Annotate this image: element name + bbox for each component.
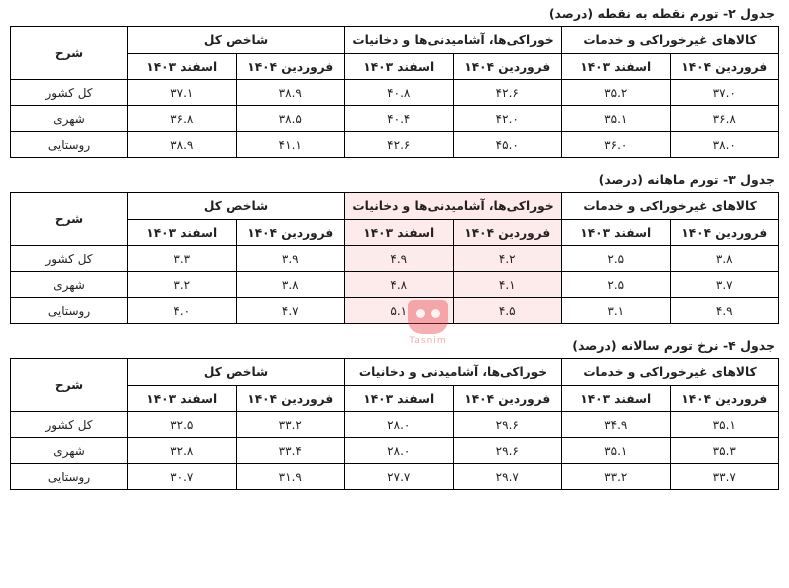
sub-header-nonfood-esfand: اسفند ۱۴۰۳	[562, 220, 671, 246]
cell-value: ۲۹.۶	[453, 438, 562, 464]
cell-value: ۵.۱	[345, 298, 454, 324]
sub-header-food-farvardin: فروردین ۱۴۰۴	[453, 54, 562, 80]
sub-header-nonfood-esfand: اسفند ۱۴۰۳	[562, 386, 671, 412]
cell-value: ۳۷.۱	[128, 80, 237, 106]
sub-header-total-farvardin: فروردین ۱۴۰۴	[236, 386, 345, 412]
sub-header-nonfood-farvardin: فروردین ۱۴۰۴	[670, 220, 779, 246]
table-row	[11, 106, 779, 132]
cell-value: ۳۶.۸	[670, 106, 779, 132]
cell-value: ۲۸.۰	[345, 438, 454, 464]
cell-value: ۳۴.۹	[562, 412, 671, 438]
table-block-3	[10, 172, 779, 324]
cell-value: ۲۹.۶	[453, 412, 562, 438]
cell-value: ۳.۸	[236, 272, 345, 298]
table-row	[11, 27, 779, 54]
sub-header-nonfood-farvardin: فروردین ۱۴۰۴	[670, 54, 779, 80]
row-label: شهری	[11, 438, 128, 464]
cell-value: ۲.۵	[562, 246, 671, 272]
sub-header-total-esfand: اسفند ۱۴۰۳	[128, 386, 237, 412]
table-row	[11, 246, 779, 272]
sub-header-food-esfand: اسفند ۱۴۰۳	[345, 386, 454, 412]
group-header-description: شرح	[11, 27, 128, 80]
cell-value: ۳۲.۸	[128, 438, 237, 464]
table-caption-2: جدول ۲- تورم نقطه به نقطه (درصد)	[548, 6, 775, 21]
table-block-2	[10, 6, 779, 158]
cell-value: ۳۶.۰	[562, 132, 671, 158]
cell-value: ۴۲.۶	[453, 80, 562, 106]
sub-header-food-farvardin: فروردین ۱۴۰۴	[453, 220, 562, 246]
cell-value: ۴.۹	[670, 298, 779, 324]
sub-header-nonfood-farvardin: فروردین ۱۴۰۴	[670, 386, 779, 412]
cell-value: ۳۳.۲	[236, 412, 345, 438]
cell-value: ۳.۱	[562, 298, 671, 324]
cell-value: ۴.۰	[128, 298, 237, 324]
cell-value: ۳۰.۷	[128, 464, 237, 490]
row-label: شهری	[11, 106, 128, 132]
cell-value: ۳.۲	[128, 272, 237, 298]
group-header-total-index: شاخص کل	[128, 193, 345, 220]
row-label: کل کشور	[11, 412, 128, 438]
sub-header-food-esfand: اسفند ۱۴۰۳	[345, 220, 454, 246]
inflation-table-2	[10, 26, 779, 158]
inflation-table-3	[10, 192, 779, 324]
table-block-4	[10, 338, 779, 490]
table-row	[11, 193, 779, 220]
cell-value: ۴.۵	[453, 298, 562, 324]
cell-value: ۳۲.۵	[128, 412, 237, 438]
sub-header-total-esfand: اسفند ۱۴۰۳	[128, 54, 237, 80]
table-row	[11, 298, 779, 324]
cell-value: ۳۵.۱	[670, 412, 779, 438]
group-header-food: خوراکی‌ها، آشامیدنی‌ها و دخانیات	[345, 27, 562, 54]
inflation-table-4	[10, 358, 779, 490]
cell-value: ۴.۹	[345, 246, 454, 272]
table-row	[11, 80, 779, 106]
row-label: کل کشور	[11, 246, 128, 272]
cell-value: ۳.۸	[670, 246, 779, 272]
group-header-food: خوراکی‌ها، آشامیدنی و دخانیات	[345, 359, 562, 386]
sub-header-food-esfand: اسفند ۱۴۰۳	[345, 54, 454, 80]
watermark-text: Tasnim	[409, 336, 447, 346]
cell-value: ۲.۵	[562, 272, 671, 298]
cell-value: ۳۸.۹	[236, 80, 345, 106]
cell-value: ۴۵.۰	[453, 132, 562, 158]
cell-value: ۲۷.۷	[345, 464, 454, 490]
cell-value: ۴.۷	[236, 298, 345, 324]
cell-value: ۴۰.۸	[345, 80, 454, 106]
table-row	[11, 132, 779, 158]
table-caption-3: جدول ۳- تورم ماهانه (درصد)	[598, 172, 775, 187]
cell-value: ۴.۱	[453, 272, 562, 298]
cell-value: ۴۲.۶	[345, 132, 454, 158]
row-label: روستایی	[11, 132, 128, 158]
table-row	[11, 412, 779, 438]
group-header-food: خوراکی‌ها، آشامیدنی‌ها و دخانیات	[345, 193, 562, 220]
group-header-nonfood: کالاهای غیرخوراکی و خدمات	[562, 359, 779, 386]
cell-value: ۴۰.۴	[345, 106, 454, 132]
cell-value: ۳۷.۰	[670, 80, 779, 106]
cell-value: ۳۸.۵	[236, 106, 345, 132]
cell-value: ۳۵.۱	[562, 438, 671, 464]
cell-value: ۳۸.۰	[670, 132, 779, 158]
cell-value: ۲۸.۰	[345, 412, 454, 438]
cell-value: ۳.۷	[670, 272, 779, 298]
group-header-description: شرح	[11, 359, 128, 412]
cell-value: ۳۸.۹	[128, 132, 237, 158]
group-header-nonfood: کالاهای غیرخوراکی و خدمات	[562, 27, 779, 54]
cell-value: ۳.۳	[128, 246, 237, 272]
cell-value: ۳۶.۸	[128, 106, 237, 132]
cell-value: ۳۳.۲	[562, 464, 671, 490]
cell-value: ۲۹.۷	[453, 464, 562, 490]
sub-header-nonfood-esfand: اسفند ۱۴۰۳	[562, 54, 671, 80]
group-header-total-index: شاخص کل	[128, 27, 345, 54]
row-label: روستایی	[11, 464, 128, 490]
cell-value: ۳۳.۴	[236, 438, 345, 464]
row-label: شهری	[11, 272, 128, 298]
sub-header-food-farvardin: فروردین ۱۴۰۴	[453, 386, 562, 412]
cell-value: ۴.۸	[345, 272, 454, 298]
table-row	[11, 272, 779, 298]
sub-header-total-farvardin: فروردین ۱۴۰۴	[236, 220, 345, 246]
group-header-description: شرح	[11, 193, 128, 246]
cell-value: ۳۵.۱	[562, 106, 671, 132]
table-row	[11, 464, 779, 490]
cell-value: ۳.۹	[236, 246, 345, 272]
sub-header-total-farvardin: فروردین ۱۴۰۴	[236, 54, 345, 80]
group-header-nonfood: کالاهای غیرخوراکی و خدمات	[562, 193, 779, 220]
row-label: کل کشور	[11, 80, 128, 106]
cell-value: ۳۵.۲	[562, 80, 671, 106]
table-row	[11, 438, 779, 464]
sub-header-total-esfand: اسفند ۱۴۰۳	[128, 220, 237, 246]
row-label: روستایی	[11, 298, 128, 324]
cell-value: ۴.۲	[453, 246, 562, 272]
cell-value: ۴۲.۰	[453, 106, 562, 132]
cell-value: ۳۵.۳	[670, 438, 779, 464]
cell-value: ۳۳.۷	[670, 464, 779, 490]
cell-value: ۳۱.۹	[236, 464, 345, 490]
table-row	[11, 359, 779, 386]
cell-value: ۴۱.۱	[236, 132, 345, 158]
table-caption-4: جدول ۴- نرخ تورم سالانه (درصد)	[572, 338, 775, 353]
group-header-total-index: شاخص کل	[128, 359, 345, 386]
